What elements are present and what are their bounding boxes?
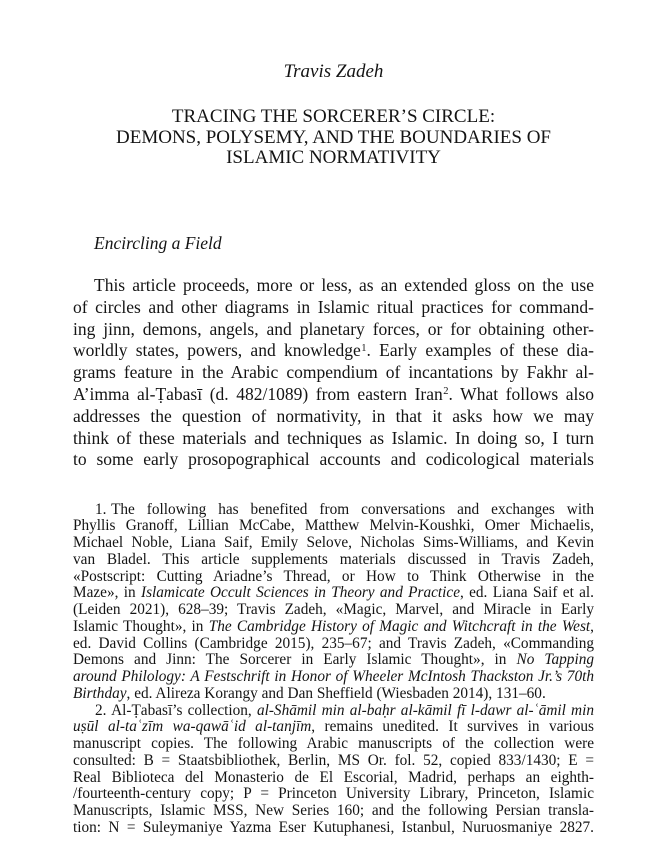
footnote-line: Phyllis Granoff, Lillian McCabe, Matthew Melvin-Koushki, Omer Michaelis, xyxy=(73,517,594,535)
text-run: Maze», in xyxy=(73,584,141,602)
italic-title-run: The Cambridge History of Magic and Witchcraft in the West xyxy=(208,617,591,635)
italic-title-run: Islamicate Occult Sciences in Theory and Practice xyxy=(140,584,460,602)
text-run: , ed. Alireza Korangy and Dan Sheffield (Wiesbaden 2014), 131–60. xyxy=(126,684,546,702)
footnote-number: 2. xyxy=(95,701,107,719)
footnote-line: Michael Noble, Liana Saif, Emily Selove, Nicholas Sims-Williams, and Kevin xyxy=(73,534,594,552)
text-run: , xyxy=(590,617,594,635)
footnote-ref-2: 2 xyxy=(443,386,449,398)
footnote-line: ed. David Collins (Cambridge 2015), 235–67; and Travis Zadeh, «Commanding xyxy=(73,634,594,652)
body-line xyxy=(73,340,594,362)
author-name: Travis Zadeh xyxy=(283,61,384,82)
text-run: Islamic Thought», in xyxy=(73,617,209,635)
footnote-number: 1. xyxy=(95,500,107,518)
italic-title-run: around Philology: A Festschrift in Honor of Wheeler McIntosh Thackston Jr.’s 70th xyxy=(73,668,594,686)
text-run: , remains unedited. It survives in various xyxy=(311,718,594,736)
text-run: worldly states, powers, and knowledge xyxy=(73,340,361,361)
footnote-line: /fourteenth-century copy; P = Princeton University Library, Princeton, Islamic xyxy=(73,785,594,803)
footnote-line: (Leiden 2021), 628–39; Travis Zadeh, «Magic, Marvel, and Miracle in Early xyxy=(73,601,594,619)
footnote-line xyxy=(73,669,594,686)
footnote-line: van Bladel. This article supplements materials discussed in Travis Zadeh, xyxy=(73,550,594,568)
body-line: think of these materials and techniques as Islamic. In doing so, I turn xyxy=(73,427,594,448)
footnotes xyxy=(73,502,594,837)
body-line: ing jinn, demons, angels, and planetary forces, or for obtaining other- xyxy=(73,318,594,339)
footnote-line: Real Biblioteca del Monasterio de El Escorial, Madrid, perhaps an eighth- xyxy=(73,768,594,786)
italic-title-run: uṣūl al-taʿzīm wa-qawāʿid al-tanjīm xyxy=(73,718,312,736)
footnote-2 xyxy=(73,703,594,837)
footnote-line: tion: N = Suleymaniye Yazma Eser Kutuphanesi, Istanbul, Nuruosmaniye 2827. xyxy=(73,818,594,836)
footnote-line xyxy=(73,703,594,720)
footnote-line: consulted: B = Staatsbibliothek, Berlin, MS Or. fol. 52, copied 833/1430; E = xyxy=(73,751,594,769)
body-paragraph xyxy=(73,275,594,471)
footnote-line: Manuscripts, Islamic MSS, New Series 160; and the following Persian transla- xyxy=(73,802,594,820)
body-line: This article proceeds, more or less, as an extended gloss on the use xyxy=(94,275,594,295)
footnote-line: manuscript copies. The following Arabic manuscripts of the collection were xyxy=(73,735,594,753)
body-line: addresses the question of normativity, in that it asks how we may xyxy=(73,405,594,426)
footnote-line xyxy=(73,619,594,636)
body-line: of circles and other diagrams in Islamic ritual practices for command- xyxy=(73,296,594,317)
title-line: DEMONS, POLYSEMY, AND THE BOUNDARIES OF xyxy=(116,126,551,148)
text-run: . Early examples of these dia- xyxy=(366,340,594,361)
footnote-line: «Postscript: Cutting Ariadne’s Thread, or How to Think Otherwise in the xyxy=(73,567,594,585)
text-run: , ed. Liana Saif et al. xyxy=(459,584,594,602)
title-line: TRACING THE SORCERER’S CIRCLE: xyxy=(171,106,496,127)
title-line: ISLAMIC NORMATIVITY xyxy=(226,147,441,168)
italic-title-run: al-Shāmil min al-baḥr al-kāmil fī l-dawr al-ʿāmil min xyxy=(256,701,595,719)
footnote-line xyxy=(73,585,594,602)
body-line xyxy=(73,384,594,406)
section-heading: Encircling a Field xyxy=(94,233,222,253)
footnote-line xyxy=(73,686,594,703)
footnote-ref-1: 1 xyxy=(361,342,367,354)
text-run: Al-Ṭabasī’s collection, xyxy=(111,701,257,719)
italic-title-run: Birthday xyxy=(73,684,127,702)
footnote-line xyxy=(73,652,594,669)
article-title xyxy=(73,107,594,169)
footnote-line xyxy=(73,719,594,736)
footnote-1 xyxy=(73,502,594,703)
body-line: grams feature in the Arabic compendium of incantations by Fakhr al- xyxy=(73,362,594,383)
body-line: to some early prosopographical accounts and codicological materials xyxy=(73,449,594,470)
footnote-line xyxy=(73,502,594,519)
text-run: A’imma al-Ṭabasī (d. 482/1089) from eastern Iran xyxy=(73,383,443,404)
text-run: The following has benefited from conversations and exchanges with xyxy=(111,500,594,518)
italic-title-run: No Tapping xyxy=(516,651,594,669)
text-run: Demons and Jinn: The Sorcerer in Early Islamic Thought», in xyxy=(73,651,517,669)
text-run: . What follows also xyxy=(448,383,594,404)
